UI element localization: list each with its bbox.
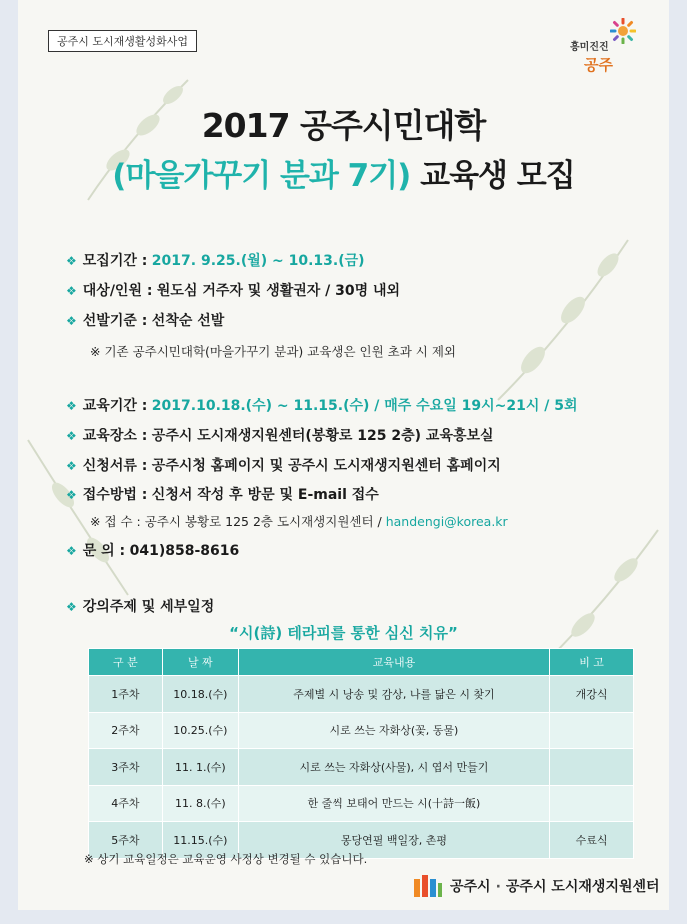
gongju-brand-logo (570, 16, 640, 80)
diamond-bullet-icon: ❖ (66, 459, 77, 473)
footer-separator: · (495, 879, 501, 895)
info-recruit-period: ❖ 모집기간 : 2017. 9.25.(월) ~ 10.13.(금) (66, 253, 365, 269)
table-cell (550, 749, 634, 786)
table-row (89, 785, 634, 822)
page-subtitle (18, 150, 669, 195)
info-selection: ❖ 선발기준 : 선착순 선발 (66, 313, 225, 329)
diamond-bullet-icon: ❖ (66, 600, 77, 614)
schedule-title: “시(詩) 테라피를 통한 심신 치유” (229, 624, 458, 642)
info-course-place: ❖ 교육장소 : 공주시 도시재생지원센터(봉황로 125 2층) 교육홍보실 (66, 428, 494, 444)
table-cell: 10.18.(수) (162, 676, 238, 713)
table-header-row (89, 649, 634, 676)
diamond-bullet-icon: ❖ (66, 488, 77, 502)
table-cell: 몽당연필 백일장, 촌평 (238, 822, 549, 859)
table-cell: 개강식 (550, 676, 634, 713)
table-cell: 5주차 (89, 822, 163, 859)
column-header: 비 고 (550, 649, 634, 676)
diamond-bullet-icon: ❖ (66, 254, 77, 268)
reception-note: ※ 접 수 : 공주시 봉황로 125 2층 도시재생지원센터 / handengi@korea.kr (90, 514, 508, 529)
table-cell: 시로 쓰는 자화상(사물), 시 엽서 만들기 (238, 749, 549, 786)
table-cell: 10.25.(수) (162, 712, 238, 749)
table-cell: 주제별 시 낭송 및 감상, 나를 닮은 시 찾기 (238, 676, 549, 713)
info-target: ❖ 대상/인원 : 원도심 거주자 및 생활권자 / 30명 내외 (66, 283, 401, 299)
diamond-bullet-icon: ❖ (66, 544, 77, 558)
table-cell: 3주차 (89, 749, 163, 786)
diamond-bullet-icon: ❖ (66, 284, 77, 298)
table-row (89, 676, 634, 713)
table-cell: 11.15.(수) (162, 822, 238, 859)
column-header: 구 분 (89, 649, 163, 676)
info-application-method: ❖ 접수방법 : 신청서 작성 후 방문 및 E-mail 접수 (66, 487, 379, 503)
project-tag: 공주시 도시재생활성화사업 (48, 30, 197, 52)
schedule-heading: ❖ 강의주제 및 세부일정 (66, 599, 215, 615)
table-cell: 수료식 (550, 822, 634, 859)
table-row (89, 749, 634, 786)
column-header: 교육내용 (238, 649, 549, 676)
table-cell: 2주차 (89, 712, 163, 749)
page-title: 2017 공주시민대학 (201, 106, 486, 145)
footer-city: 공주시 (450, 879, 491, 895)
schedule-footnote: ※ 상기 교육일정은 교육운영 사정상 변경될 수 있습니다. (84, 852, 368, 866)
table-row (89, 712, 634, 749)
table-cell (550, 712, 634, 749)
column-header: 날 짜 (162, 649, 238, 676)
table-cell: 시로 쓰는 자화상(꽃, 동물) (238, 712, 549, 749)
diamond-bullet-icon: ❖ (66, 429, 77, 443)
table-cell: 11. 1.(수) (162, 749, 238, 786)
recruit-note: ※ 기존 공주시민대학(마을가꾸기 분과) 교육생은 인원 초과 시 제외 (90, 344, 456, 359)
poster (18, 0, 669, 910)
footer-center: 공주시 도시재생지원센터 (505, 879, 660, 895)
sun-burst-icon (610, 18, 636, 44)
info-course-period: ❖ 교육기간 : 2017.10.18.(수) ~ 11.15.(수) / 매주 수요일 19시~21시 / 5회 (66, 398, 578, 414)
info-documents: ❖ 신청서류 : 공주시청 홈페이지 및 공주시 도시재생지원센터 홈페이지 (66, 458, 501, 474)
brand-city: 공주 (584, 56, 613, 74)
schedule-table (88, 648, 634, 859)
diamond-bullet-icon: ❖ (66, 399, 77, 413)
subtitle-rest: 교육생 모집 (420, 158, 575, 194)
table-cell: 4주차 (89, 785, 163, 822)
leaf-decoration-icon (488, 230, 638, 410)
gongju-city-logo-icon (412, 873, 444, 899)
subtitle-accent: (마을가꾸기 분과 7기) (112, 158, 411, 194)
info-contact: ❖ 문 의 : 041)858-8616 (66, 543, 240, 559)
diamond-bullet-icon: ❖ (66, 314, 77, 328)
table-cell (550, 785, 634, 822)
table-cell: 11. 8.(수) (162, 785, 238, 822)
table-cell: 한 줄씩 보태어 만드는 시(十詩一飯) (238, 785, 549, 822)
brand-slogan: 흥미진진 (570, 42, 609, 53)
email-link[interactable]: handengi@korea.kr (385, 514, 508, 529)
table-cell: 1주차 (89, 676, 163, 713)
